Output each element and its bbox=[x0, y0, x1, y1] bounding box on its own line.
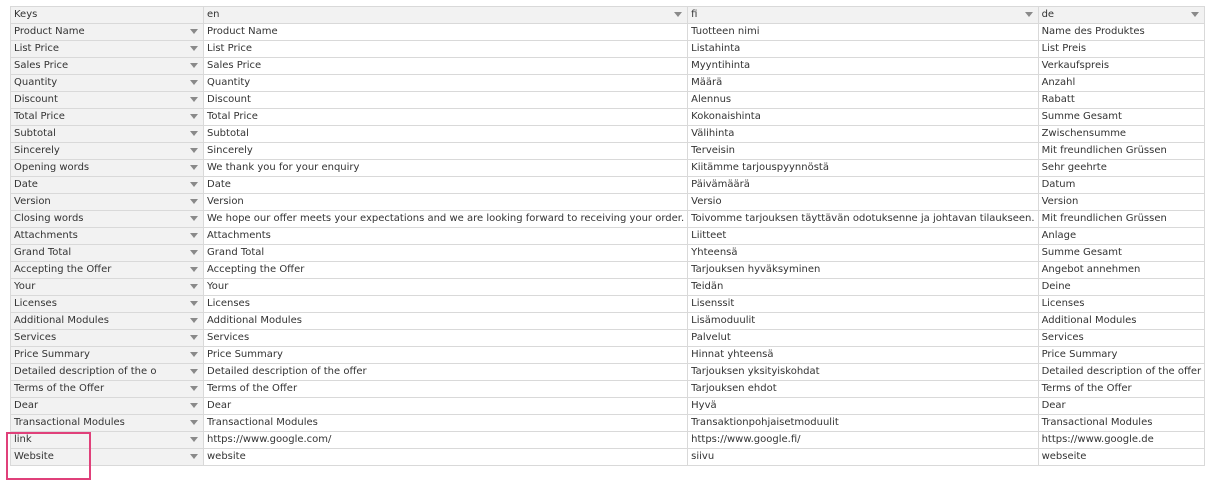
chevron-down-icon[interactable] bbox=[190, 46, 198, 51]
cell-fi[interactable]: Kiitämme tarjouspyynnöstä bbox=[688, 160, 1038, 177]
cell-de[interactable]: Summe Gesamt bbox=[1038, 245, 1205, 262]
key-label: Opening words bbox=[14, 162, 90, 173]
table-row bbox=[11, 245, 1205, 262]
table-row bbox=[11, 92, 1205, 109]
table-row bbox=[11, 330, 1205, 347]
chevron-down-icon[interactable] bbox=[190, 420, 198, 425]
table-row bbox=[11, 279, 1205, 296]
cell-en[interactable]: Sales Price bbox=[204, 58, 688, 75]
key-label: Services bbox=[14, 332, 57, 343]
cell-en[interactable]: Licenses bbox=[204, 296, 688, 313]
cell-en[interactable]: Quantity bbox=[204, 75, 688, 92]
cell-de[interactable]: Anzahl bbox=[1038, 75, 1205, 92]
key-label: Your bbox=[14, 281, 36, 292]
cell-en[interactable]: Subtotal bbox=[204, 126, 688, 143]
cell-en[interactable]: List Price bbox=[204, 41, 688, 58]
cell-fi[interactable]: Toivomme tarjouksen täyttävän odotuksenne ja johtavan tilaukseen. bbox=[688, 211, 1038, 228]
cell-de[interactable]: Rabatt bbox=[1038, 92, 1205, 109]
key-select[interactable] bbox=[11, 126, 204, 143]
table-row bbox=[11, 211, 1205, 228]
key-label: Sincerely bbox=[14, 145, 60, 156]
key-select[interactable] bbox=[11, 75, 204, 92]
cell-de[interactable]: List Preis bbox=[1038, 41, 1205, 58]
cell-de[interactable]: Deine bbox=[1038, 279, 1205, 296]
chevron-down-icon[interactable] bbox=[190, 165, 198, 170]
table-row bbox=[11, 398, 1205, 415]
key-label: Grand Total bbox=[14, 247, 72, 258]
table-row bbox=[11, 313, 1205, 330]
cell-de[interactable]: Additional Modules bbox=[1038, 313, 1205, 330]
cell-fi[interactable]: Lisämoduulit bbox=[688, 313, 1038, 330]
cell-en[interactable]: Accepting the Offer bbox=[204, 262, 688, 279]
table-row bbox=[11, 296, 1205, 313]
chevron-down-icon[interactable] bbox=[190, 284, 198, 289]
header-row bbox=[11, 7, 1205, 24]
chevron-down-icon[interactable] bbox=[190, 454, 198, 459]
table-row bbox=[11, 415, 1205, 432]
cell-de[interactable]: Services bbox=[1038, 330, 1205, 347]
key-select[interactable] bbox=[11, 109, 204, 126]
header-de-dropdown[interactable] bbox=[1038, 7, 1205, 24]
cell-fi[interactable]: Versio bbox=[688, 194, 1038, 211]
cell-en[interactable]: Date bbox=[204, 177, 688, 194]
chevron-down-icon[interactable] bbox=[674, 12, 682, 17]
key-label: Accepting the Offer bbox=[14, 264, 112, 275]
table-row bbox=[11, 75, 1205, 92]
table-row bbox=[11, 228, 1205, 245]
chevron-down-icon[interactable] bbox=[190, 63, 198, 68]
table-row bbox=[11, 449, 1205, 466]
cell-en[interactable]: Detailed description of the offer bbox=[204, 364, 688, 381]
chevron-down-icon[interactable] bbox=[1025, 12, 1033, 17]
key-select[interactable] bbox=[11, 143, 204, 160]
chevron-down-icon[interactable] bbox=[190, 301, 198, 306]
cell-en[interactable]: We hope our offer meets your expectations and we are looking forward to receiving your order. bbox=[204, 211, 688, 228]
key-select[interactable] bbox=[11, 194, 204, 211]
cell-fi[interactable]: Tarjouksen hyväksyminen bbox=[688, 262, 1038, 279]
chevron-down-icon[interactable] bbox=[190, 29, 198, 34]
cell-en[interactable]: Discount bbox=[204, 92, 688, 109]
cell-fi[interactable]: Tarjouksen yksityiskohdat bbox=[688, 364, 1038, 381]
chevron-down-icon[interactable] bbox=[190, 199, 198, 204]
key-label: Product Name bbox=[14, 26, 85, 37]
chevron-down-icon[interactable] bbox=[190, 318, 198, 323]
cell-en[interactable]: We thank you for your enquiry bbox=[204, 160, 688, 177]
cell-en[interactable]: Transactional Modules bbox=[204, 415, 688, 432]
chevron-down-icon[interactable] bbox=[190, 437, 198, 442]
key-label: Quantity bbox=[14, 77, 58, 88]
cell-de[interactable]: Dear bbox=[1038, 398, 1205, 415]
key-label: Total Price bbox=[14, 111, 65, 122]
key-label: Date bbox=[14, 179, 38, 190]
key-label: Attachments bbox=[14, 230, 78, 241]
cell-fi[interactable]: https://www.google.fi/ bbox=[688, 432, 1038, 449]
cell-de[interactable]: Name des Produktes bbox=[1038, 24, 1205, 41]
key-select[interactable] bbox=[11, 160, 204, 177]
table-row bbox=[11, 262, 1205, 279]
cell-fi[interactable]: Hinnat yhteensä bbox=[688, 347, 1038, 364]
cell-fi[interactable]: Kokonaishinta bbox=[688, 109, 1038, 126]
cell-de[interactable]: Price Summary bbox=[1038, 347, 1205, 364]
cell-fi[interactable]: Terveisin bbox=[688, 143, 1038, 160]
cell-de[interactable]: Mit freundlichen Grüssen bbox=[1038, 143, 1205, 160]
table-row bbox=[11, 109, 1205, 126]
key-label: Terms of the Offer bbox=[14, 383, 105, 394]
key-select[interactable] bbox=[11, 228, 204, 245]
cell-de[interactable]: Datum bbox=[1038, 177, 1205, 194]
cell-en[interactable]: website bbox=[204, 449, 688, 466]
table-row bbox=[11, 381, 1205, 398]
key-label: Transactional Modules bbox=[14, 417, 125, 428]
key-select[interactable] bbox=[11, 24, 204, 41]
chevron-down-icon[interactable] bbox=[190, 182, 198, 187]
cell-fi[interactable]: Yhteensä bbox=[688, 245, 1038, 262]
cell-fi[interactable]: Päivämäärä bbox=[688, 177, 1038, 194]
cell-de[interactable]: Terms of the Offer bbox=[1038, 381, 1205, 398]
cell-en[interactable]: Total Price bbox=[204, 109, 688, 126]
key-select[interactable] bbox=[11, 41, 204, 58]
key-select[interactable] bbox=[11, 177, 204, 194]
header-fi-label: fi bbox=[691, 9, 698, 20]
key-select[interactable] bbox=[11, 279, 204, 296]
cell-fi[interactable]: Välihinta bbox=[688, 126, 1038, 143]
key-label: Dear bbox=[14, 400, 39, 411]
chevron-down-icon[interactable] bbox=[190, 267, 198, 272]
key-select[interactable] bbox=[11, 296, 204, 313]
key-select[interactable] bbox=[11, 381, 204, 398]
cell-fi[interactable]: Palvelut bbox=[688, 330, 1038, 347]
cell-fi[interactable]: Määrä bbox=[688, 75, 1038, 92]
table-row bbox=[11, 177, 1205, 194]
key-label: List Price bbox=[14, 43, 60, 54]
key-label: Licenses bbox=[14, 298, 57, 309]
key-select[interactable] bbox=[11, 415, 204, 432]
cell-en[interactable]: Sincerely bbox=[204, 143, 688, 160]
translation-table bbox=[10, 6, 1205, 466]
key-label: Closing words bbox=[14, 213, 84, 224]
header-de-label: de bbox=[1041, 9, 1055, 20]
key-label: Additional Modules bbox=[14, 315, 109, 326]
cell-fi[interactable]: siivu bbox=[688, 449, 1038, 466]
key-label: Version bbox=[14, 196, 51, 207]
chevron-down-icon[interactable] bbox=[190, 386, 198, 391]
table-row bbox=[11, 194, 1205, 211]
key-label: Discount bbox=[14, 94, 58, 105]
cell-fi[interactable]: Hyvä bbox=[688, 398, 1038, 415]
key-select[interactable] bbox=[11, 330, 204, 347]
key-label: Sales Price bbox=[14, 60, 69, 71]
chevron-down-icon[interactable] bbox=[190, 131, 198, 136]
cell-de[interactable]: Transactional Modules bbox=[1038, 415, 1205, 432]
table-row bbox=[11, 347, 1205, 364]
cell-fi[interactable]: Tuotteen nimi bbox=[688, 24, 1038, 41]
cell-fi[interactable]: Myyntihinta bbox=[688, 58, 1038, 75]
chevron-down-icon[interactable] bbox=[190, 114, 198, 119]
cell-en[interactable]: Your bbox=[204, 279, 688, 296]
chevron-down-icon[interactable] bbox=[190, 352, 198, 357]
cell-de[interactable]: Mit freundlichen Grüssen bbox=[1038, 211, 1205, 228]
cell-en[interactable]: Version bbox=[204, 194, 688, 211]
cell-fi[interactable]: Listahinta bbox=[688, 41, 1038, 58]
cell-de[interactable]: https://www.google.de bbox=[1038, 432, 1205, 449]
table-row bbox=[11, 432, 1205, 449]
cell-fi[interactable]: Lisenssit bbox=[688, 296, 1038, 313]
key-label: link bbox=[14, 434, 32, 445]
key-select[interactable] bbox=[11, 262, 204, 279]
cell-fi[interactable]: Liitteet bbox=[688, 228, 1038, 245]
cell-fi[interactable]: Alennus bbox=[688, 92, 1038, 109]
cell-de[interactable]: Detailed description of the offer bbox=[1038, 364, 1205, 381]
cell-de[interactable]: Angebot annehmen bbox=[1038, 262, 1205, 279]
cell-de[interactable]: Anlage bbox=[1038, 228, 1205, 245]
key-select[interactable] bbox=[11, 211, 204, 228]
cell-en[interactable]: Product Name bbox=[204, 24, 688, 41]
chevron-down-icon[interactable] bbox=[190, 250, 198, 255]
key-select[interactable] bbox=[11, 58, 204, 75]
key-label: Price Summary bbox=[14, 349, 90, 360]
chevron-down-icon[interactable] bbox=[190, 233, 198, 238]
header-en-label: en bbox=[207, 9, 220, 20]
key-select[interactable] bbox=[11, 245, 204, 262]
table-row bbox=[11, 24, 1205, 41]
cell-de[interactable]: Version bbox=[1038, 194, 1205, 211]
cell-en[interactable]: Additional Modules bbox=[204, 313, 688, 330]
key-select[interactable] bbox=[11, 364, 204, 381]
key-select[interactable] bbox=[11, 92, 204, 109]
chevron-down-icon[interactable] bbox=[1191, 12, 1199, 17]
chevron-down-icon[interactable] bbox=[190, 148, 198, 153]
cell-fi[interactable]: Tarjouksen ehdot bbox=[688, 381, 1038, 398]
table-row bbox=[11, 126, 1205, 143]
header-fi-dropdown[interactable] bbox=[688, 7, 1038, 24]
table-row bbox=[11, 364, 1205, 381]
chevron-down-icon[interactable] bbox=[190, 80, 198, 85]
table-row bbox=[11, 143, 1205, 160]
key-label: Detailed description of the o bbox=[14, 366, 157, 377]
cell-de[interactable]: Verkaufspreis bbox=[1038, 58, 1205, 75]
chevron-down-icon[interactable] bbox=[190, 335, 198, 340]
cell-en[interactable]: Attachments bbox=[204, 228, 688, 245]
cell-en[interactable]: Price Summary bbox=[204, 347, 688, 364]
key-select[interactable] bbox=[11, 313, 204, 330]
cell-de[interactable]: Sehr geehrte bbox=[1038, 160, 1205, 177]
cell-fi[interactable]: Teidän bbox=[688, 279, 1038, 296]
header-keys: Keys bbox=[11, 7, 204, 24]
key-label: Subtotal bbox=[14, 128, 56, 139]
table-row bbox=[11, 160, 1205, 177]
highlight-box bbox=[6, 432, 91, 480]
cell-en[interactable]: Services bbox=[204, 330, 688, 347]
key-select[interactable] bbox=[11, 398, 204, 415]
chevron-down-icon[interactable] bbox=[190, 216, 198, 221]
table-row bbox=[11, 58, 1205, 75]
cell-de[interactable]: Licenses bbox=[1038, 296, 1205, 313]
cell-fi[interactable]: Transaktionpohjaisetmoduulit bbox=[688, 415, 1038, 432]
table-row bbox=[11, 41, 1205, 58]
key-label: Website bbox=[14, 451, 54, 462]
key-select[interactable] bbox=[11, 347, 204, 364]
cell-de[interactable]: Summe Gesamt bbox=[1038, 109, 1205, 126]
chevron-down-icon[interactable] bbox=[190, 97, 198, 102]
chevron-down-icon[interactable] bbox=[190, 369, 198, 374]
chevron-down-icon[interactable] bbox=[190, 403, 198, 408]
cell-de[interactable]: webseite bbox=[1038, 449, 1205, 466]
header-en-dropdown[interactable] bbox=[204, 7, 688, 24]
cell-en[interactable]: Terms of the Offer bbox=[204, 381, 688, 398]
cell-en[interactable]: https://www.google.com/ bbox=[204, 432, 688, 449]
cell-en[interactable]: Dear bbox=[204, 398, 688, 415]
cell-de[interactable]: Zwischensumme bbox=[1038, 126, 1205, 143]
cell-en[interactable]: Grand Total bbox=[204, 245, 688, 262]
